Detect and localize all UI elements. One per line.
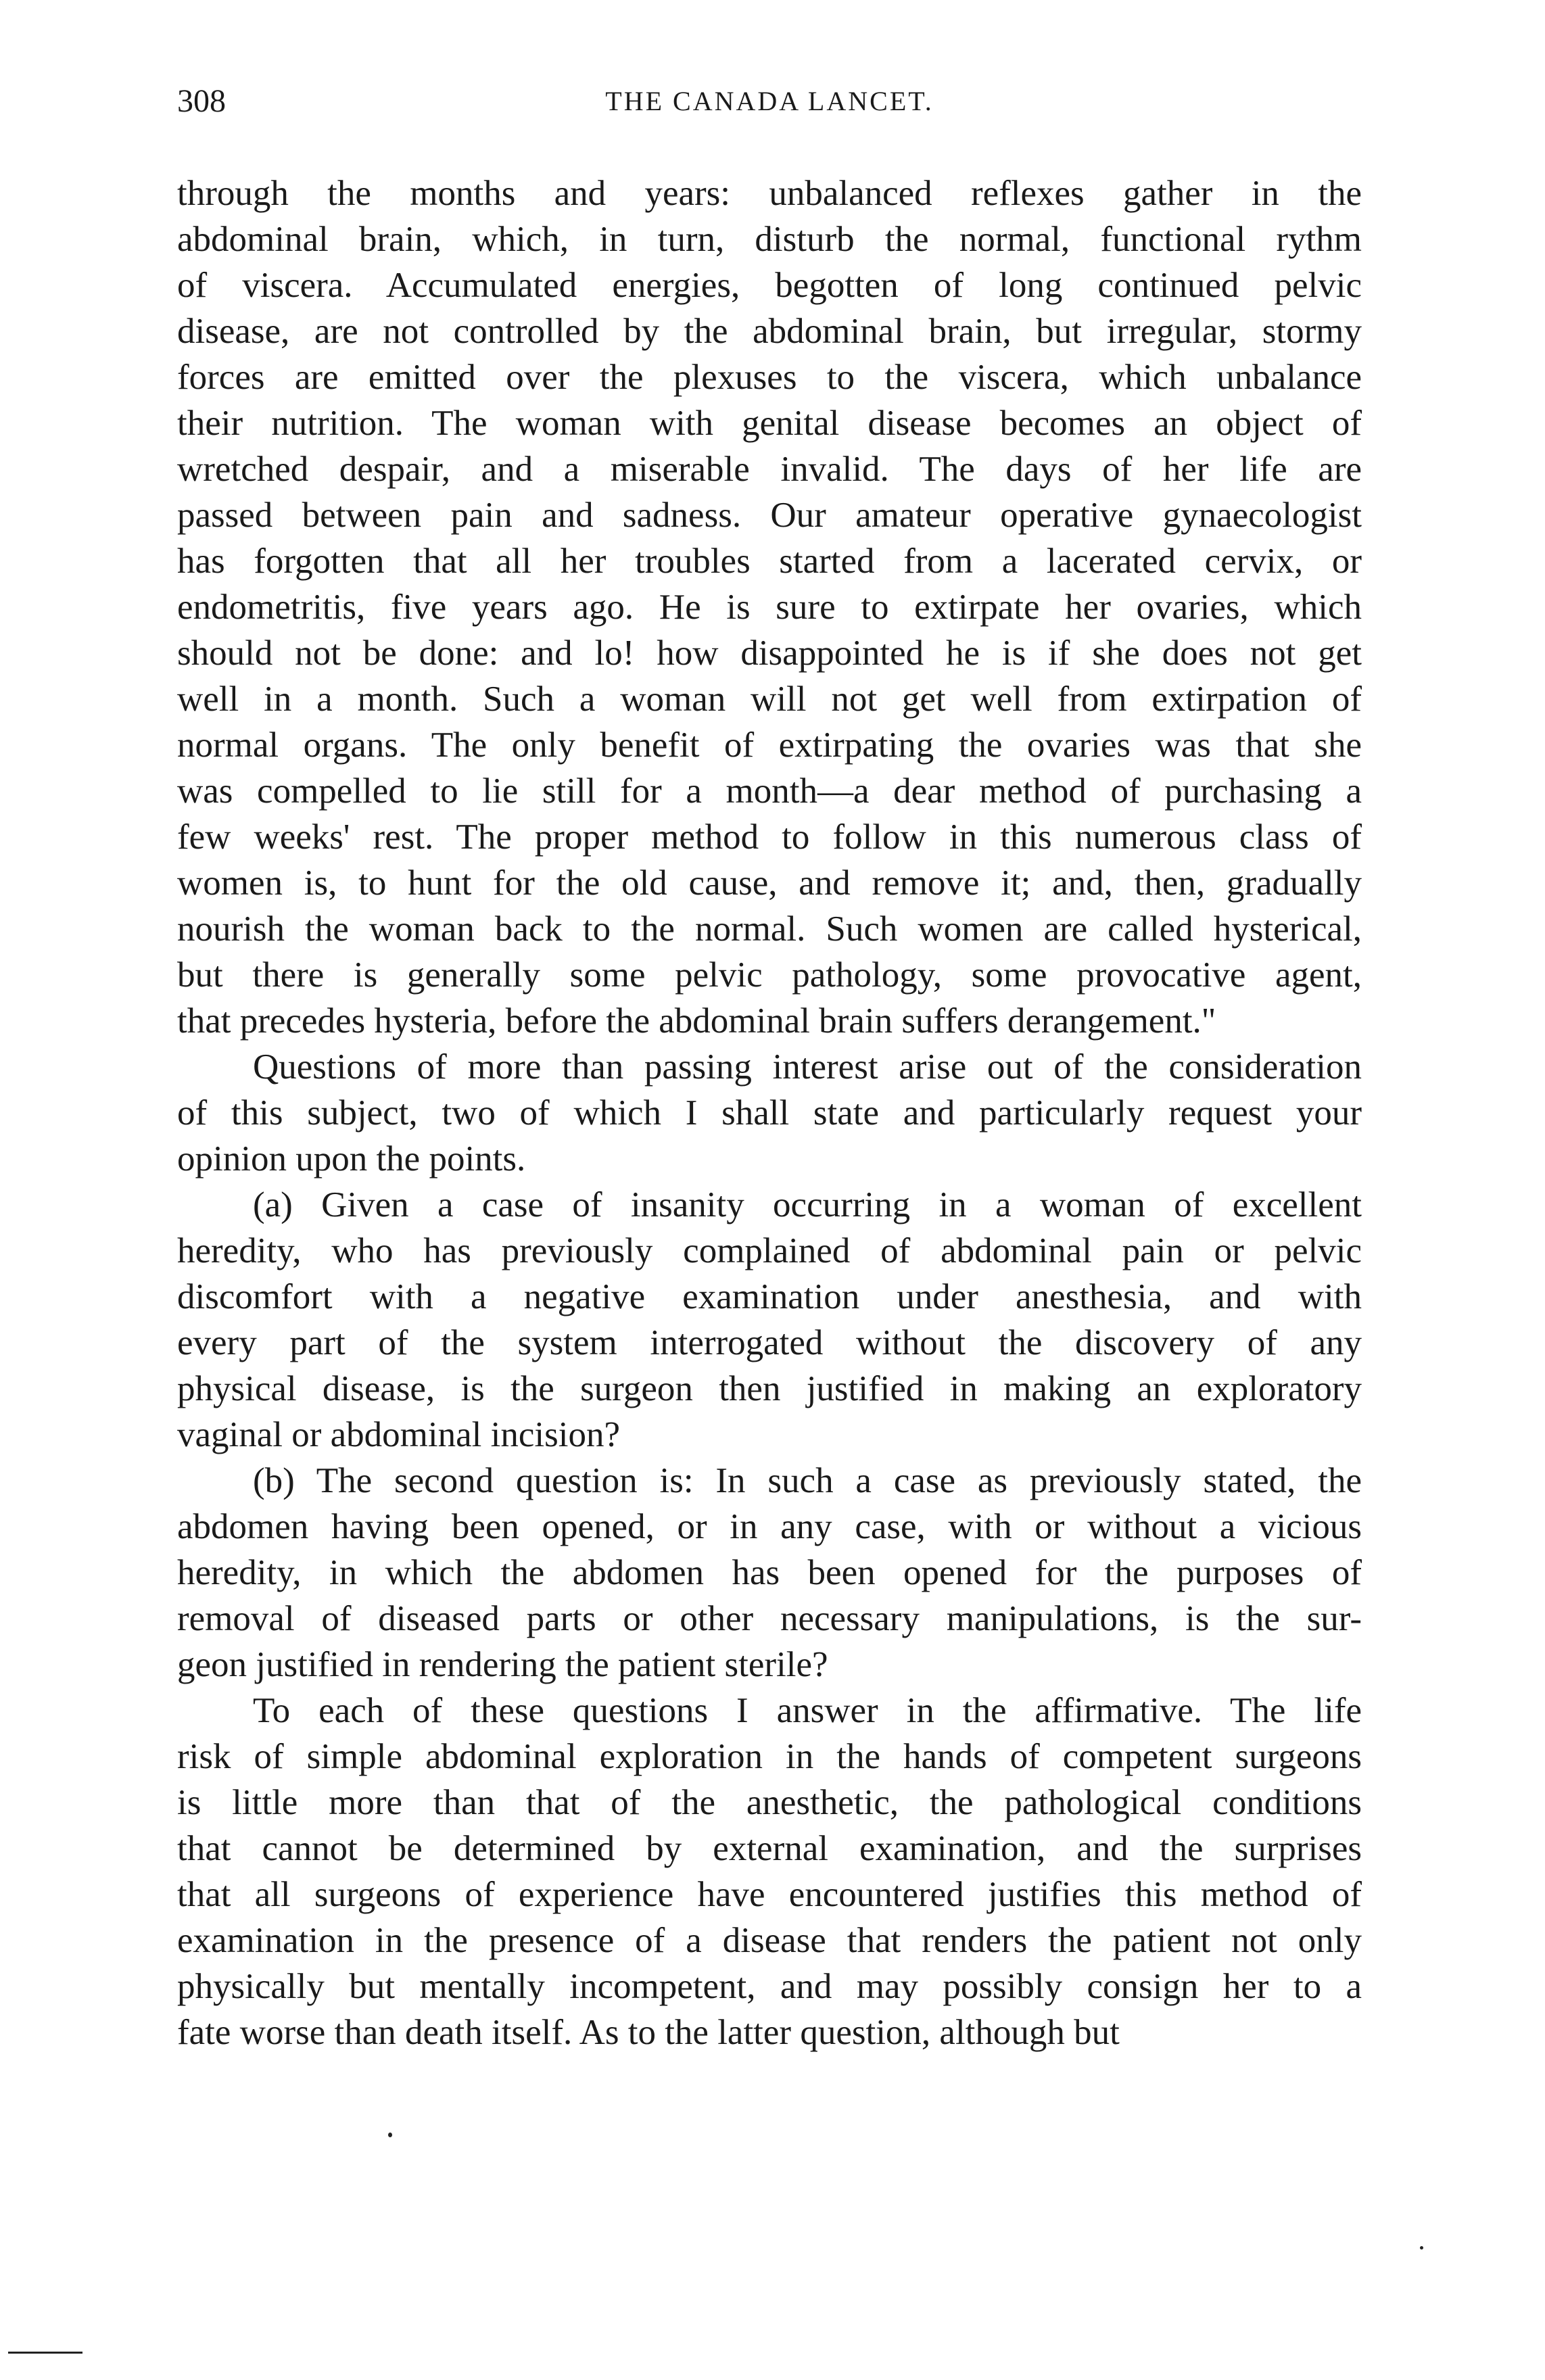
text-line: that cannot be determined by external examination, and the surprises — [177, 1829, 1362, 1868]
text-line: was compelled to lie still for a month—a dear method of purchasing a — [177, 771, 1362, 811]
running-title: THE CANADA LANCET. — [605, 86, 934, 116]
text-line: fate worse than death itself. As to the latter question, although but — [177, 2013, 1120, 2052]
text-line: should not be done: and lo! how disappointed he is if she does not get — [177, 634, 1362, 673]
ink-speck — [1420, 2246, 1423, 2250]
article-body — [177, 170, 1362, 2055]
text-line: endometritis, five years ago. He is sure to extirpate her ovaries, which — [177, 588, 1362, 627]
text-line: heredity, in which the abdomen has been opened for the purposes of — [177, 1553, 1362, 1592]
text-line: Questions of more than passing interest arise out of the consideration — [253, 1047, 1362, 1087]
text-line: their nutrition. The woman with genital disease becomes an object of — [177, 404, 1362, 443]
text-line: is little more than that of the anesthetic, the pathological conditions — [177, 1783, 1362, 1822]
ink-speck — [388, 2133, 392, 2137]
paragraph — [177, 1182, 1362, 1458]
text-line: wretched despair, and a miserable invalid. The days of her life are — [177, 450, 1362, 489]
paragraph — [177, 1044, 1362, 1182]
text-line: nourish the woman back to the normal. Such women are called hysterical, — [177, 909, 1362, 949]
text-line: disease, are not controlled by the abdominal brain, but irregular, stormy — [177, 312, 1362, 351]
text-line: heredity, who has previously complained of abdominal pain or pelvic — [177, 1231, 1362, 1270]
text-line: To each of these questions I answer in the affirmative. The life — [253, 1691, 1362, 1730]
text-line: geon justified in rendering the patient sterile? — [177, 1645, 828, 1684]
text-line: risk of simple abdominal exploration in the hands of competent surgeons — [177, 1737, 1362, 1776]
text-line: but there is generally some pelvic pathology, some provocative agent, — [177, 955, 1362, 995]
text-line: has forgotten that all her troubles started from a lacerated cervix, or — [177, 542, 1362, 581]
text-line: forces are emitted over the plexuses to the viscera, which unbalance — [177, 358, 1362, 397]
text-line: that precedes hysteria, before the abdominal brain suffers derangement." — [177, 1001, 1216, 1041]
text-line: physical disease, is the surgeon then justified in making an exploratory — [177, 1369, 1362, 1408]
text-line: (a) Given a case of insanity occurring in a woman of excellent — [253, 1185, 1362, 1224]
text-line: well in a month. Such a woman will not get well from extirpation of — [177, 680, 1362, 719]
text-line: abdomen having been opened, or in any case, with or without a vicious — [177, 1507, 1362, 1546]
text-line: discomfort with a negative examination under anesthesia, and with — [177, 1277, 1362, 1316]
text-line: women is, to hunt for the old cause, and remove it; and, then, gradually — [177, 863, 1362, 903]
paragraph — [177, 170, 1362, 1044]
scan-edge-mark — [8, 2352, 82, 2354]
page-header — [177, 82, 1362, 123]
text-line: passed between pain and sadness. Our amateur operative gynaecologist — [177, 496, 1362, 535]
paragraph — [177, 1688, 1362, 2055]
text-line: of this subject, two of which I shall state and particularly request your — [177, 1093, 1362, 1133]
text-line: physically but mentally incompetent, and may possibly consign her to a — [177, 1967, 1362, 2006]
text-line: every part of the system interrogated without the discovery of any — [177, 1323, 1362, 1362]
text-line: (b) The second question is: In such a case as previously stated, the — [253, 1461, 1362, 1500]
text-line: removal of diseased parts or other necessary manipulations, is the sur- — [177, 1599, 1362, 1638]
text-line: abdominal brain, which, in turn, disturb the normal, functional rythm — [177, 220, 1362, 259]
text-line: few weeks' rest. The proper method to follow in this numerous class of — [177, 817, 1362, 857]
text-line: that all surgeons of experience have encountered justifies this method of — [177, 1875, 1362, 1914]
text-line: normal organs. The only benefit of extirpating the ovaries was that she — [177, 725, 1362, 765]
page-number: 308 — [177, 83, 226, 119]
text-line: opinion upon the points. — [177, 1139, 526, 1179]
paragraph — [177, 1458, 1362, 1688]
text-line: examination in the presence of a disease that renders the patient not only — [177, 1921, 1362, 1960]
text-line: vaginal or abdominal incision? — [177, 1415, 620, 1454]
text-line: of viscera. Accumulated energies, begotten of long continued pelvic — [177, 266, 1362, 305]
text-line: through the months and years: unbalanced reflexes gather in the — [177, 174, 1362, 213]
